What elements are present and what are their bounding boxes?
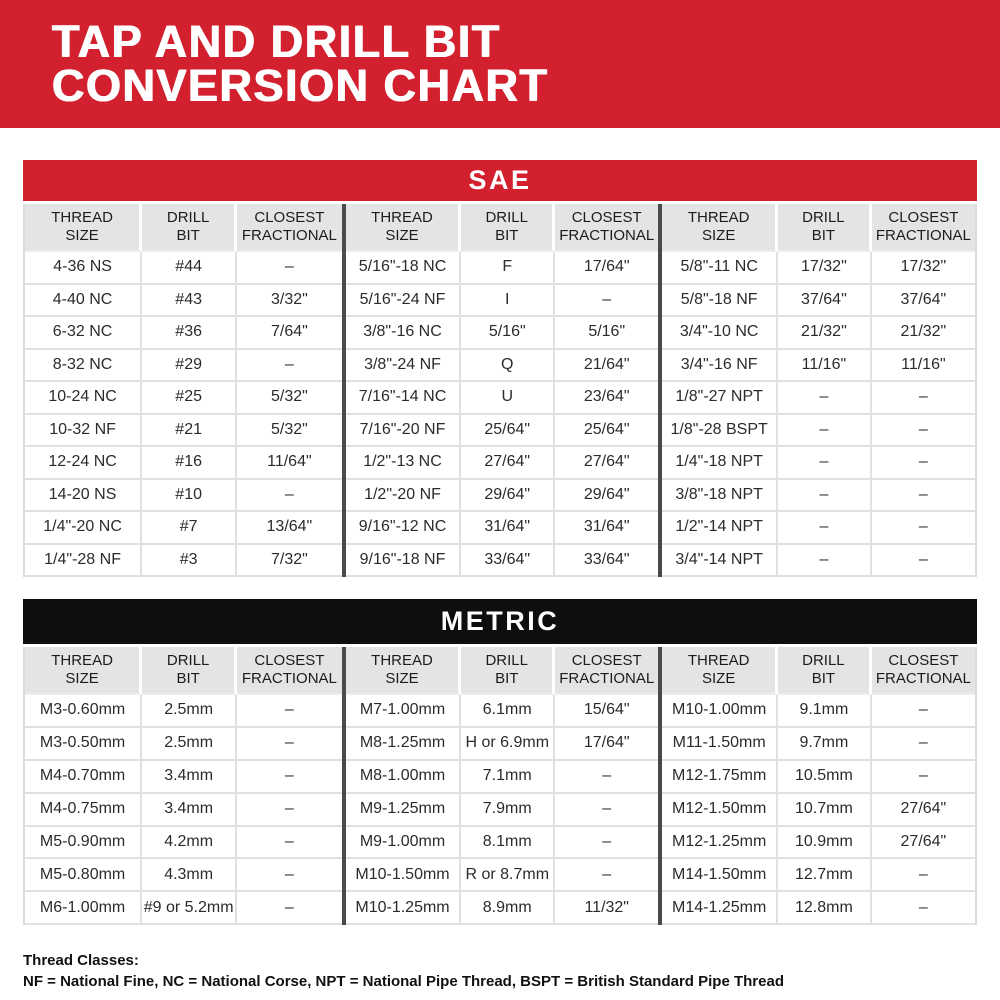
closest-fractional-cell: – [872,892,975,925]
column-header [346,204,462,252]
column-header-line: BIT [811,670,836,687]
thread-size-cell: 3/8"-18 NPT [662,480,778,513]
thread-size-cell: 5/16"-24 NF [346,285,462,318]
drill-bit-cell: 12.7mm [778,859,872,892]
drill-bit-cell: R or 8.7mm [461,859,555,892]
column-header [237,204,341,252]
thread-size-cell: 3/4"-14 NPT [662,545,778,578]
drill-bit-cell: 10.5mm [778,761,872,794]
thread-size-cell: 14-20 NS [25,480,142,513]
drill-bit-cell: #3 [142,545,237,578]
closest-fractional-cell: – [872,480,975,513]
drill-bit-cell: 31/64" [461,512,555,545]
thread-size-cell: M5-0.90mm [25,827,142,860]
thread-size-cell: 10-24 NC [25,382,142,415]
column-header-line: SIZE [701,670,736,687]
closest-fractional-cell: – [872,512,975,545]
thread-size-cell: 1/8"-27 NPT [662,382,778,415]
closest-fractional-cell: 11/32" [555,892,658,925]
title-banner [0,0,1000,128]
closest-fractional-cell: 17/32" [872,252,975,285]
metric-table-group-3 [658,647,975,925]
thread-size-cell: M12-1.50mm [662,794,778,827]
drill-bit-cell: F [461,252,555,285]
thread-size-cell: M5-0.80mm [25,859,142,892]
drill-bit-cell: 8.1mm [461,827,555,860]
sae-table-group-1 [25,204,342,577]
closest-fractional-cell: 11/64" [237,447,341,480]
closest-fractional-cell: – [237,827,341,860]
drill-bit-cell: I [461,285,555,318]
column-header-line: CLOSEST [254,652,325,670]
sae-table-group-3 [658,204,975,577]
closest-fractional-cell: 31/64" [555,512,658,545]
thread-size-cell: M12-1.75mm [662,761,778,794]
thread-size-cell: M14-1.25mm [662,892,778,925]
drill-bit-cell: 17/32" [778,252,872,285]
column-header [25,647,142,695]
column-header-line: BIT [811,227,836,244]
drill-bit-cell: – [778,480,872,513]
closest-fractional-cell: – [237,892,341,925]
column-header-line: FRACTIONAL [241,670,337,687]
drill-bit-cell: 4.3mm [142,859,237,892]
drill-bit-cell: 37/64" [778,285,872,318]
column-header [237,647,341,695]
column-header-line: THREAD [51,209,113,227]
thread-classes-heading: Thread Classes: [23,952,139,970]
column-header-line: CLOSEST [888,652,959,670]
closest-fractional-cell: – [872,545,975,578]
thread-size-cell: 4-40 NC [25,285,142,318]
thread-classes-note [0,925,1000,992]
column-header-line: FRACTIONAL [559,670,655,687]
column-header-line: CLOSEST [571,652,642,670]
closest-fractional-cell: – [237,761,341,794]
drill-bit-cell: 9.7mm [778,728,872,761]
column-header [142,647,237,695]
column-header-line: FRACTIONAL [241,227,337,244]
thread-size-cell: M8-1.00mm [346,761,462,794]
thread-size-cell: M10-1.00mm [662,695,778,728]
closest-fractional-cell: 5/16" [555,317,658,350]
column-header-line: DRILL [166,652,210,670]
column-header-line: THREAD [687,652,750,670]
closest-fractional-cell: 11/16" [872,350,975,383]
column-header-line: THREAD [51,652,113,670]
closest-fractional-cell: – [237,252,341,285]
column-header [662,647,778,695]
thread-size-cell: 8-32 NC [25,350,142,383]
drill-bit-cell: H or 6.9mm [461,728,555,761]
thread-size-cell: 3/4"-10 NC [662,317,778,350]
drill-bit-cell: 4.2mm [142,827,237,860]
column-header-line: DRILL [802,652,845,670]
closest-fractional-cell: – [237,695,341,728]
column-header-line: DRILL [485,652,528,670]
closest-fractional-cell: 27/64" [555,447,658,480]
thread-size-cell: M11-1.50mm [662,728,778,761]
closest-fractional-cell: 27/64" [872,794,975,827]
thread-size-cell: M9-1.00mm [346,827,462,860]
thread-size-cell: M7-1.00mm [346,695,462,728]
column-header-line: CLOSEST [571,209,642,227]
column-header-line: SIZE [385,227,419,244]
column-header-line: DRILL [485,209,528,227]
closest-fractional-cell: – [872,761,975,794]
column-header-line: THREAD [687,209,750,227]
closest-fractional-cell: – [872,447,975,480]
thread-size-cell: 5/16"-18 NC [346,252,462,285]
closest-fractional-cell: – [237,794,341,827]
chart-content [0,160,1000,925]
metric-table-group-1 [25,647,342,925]
drill-bit-cell: – [778,382,872,415]
closest-fractional-cell: – [872,859,975,892]
thread-size-cell: 5/8"-11 NC [662,252,778,285]
thread-size-cell: 1/4"-28 NF [25,545,142,578]
thread-size-cell: 6-32 NC [25,317,142,350]
closest-fractional-cell: 37/64" [872,285,975,318]
thread-size-cell: 3/8"-16 NC [346,317,462,350]
sae-table [23,204,977,577]
thread-size-cell: M4-0.75mm [25,794,142,827]
thread-size-cell: 3/8"-24 NF [346,350,462,383]
closest-fractional-cell: 25/64" [555,415,658,448]
thread-classes-legend: NF = National Fine, NC = National Corse, NPT = National Pipe Thread, BSPT = British Standard Pipe Thread [23,973,784,991]
drill-bit-cell: 6.1mm [461,695,555,728]
drill-bit-cell: #25 [142,382,237,415]
closest-fractional-cell: – [237,350,341,383]
closest-fractional-cell: 27/64" [872,827,975,860]
drill-bit-cell: 33/64" [461,545,555,578]
closest-fractional-cell: – [237,728,341,761]
thread-size-cell: M3-0.50mm [25,728,142,761]
drill-bit-cell: 2.5mm [142,728,237,761]
column-header-line: FRACTIONAL [559,227,655,244]
closest-fractional-cell: – [872,382,975,415]
thread-size-cell: M3-0.60mm [25,695,142,728]
closest-fractional-cell: – [555,285,658,318]
column-header-line: SIZE [65,227,99,244]
thread-size-cell: M9-1.25mm [346,794,462,827]
closest-fractional-cell: – [555,827,658,860]
column-header-line: BIT [176,227,200,244]
column-header-line: CLOSEST [254,209,325,227]
closest-fractional-cell: 17/64" [555,728,658,761]
drill-bit-cell: 29/64" [461,480,555,513]
drill-bit-cell: #21 [142,415,237,448]
column-header [25,204,142,252]
metric-table [23,647,977,925]
drill-bit-cell: – [778,415,872,448]
closest-fractional-cell: 5/32" [237,415,341,448]
drill-bit-cell: Q [461,350,555,383]
drill-bit-cell: 12.8mm [778,892,872,925]
thread-size-cell: 10-32 NF [25,415,142,448]
metric-section-band [23,599,977,644]
drill-bit-cell: 8.9mm [461,892,555,925]
column-header [461,204,555,252]
column-header [662,204,778,252]
drill-bit-cell: 10.9mm [778,827,872,860]
sae-table-group-2 [342,204,659,577]
closest-fractional-cell: – [237,480,341,513]
column-header [778,204,872,252]
thread-size-cell: 12-24 NC [25,447,142,480]
closest-fractional-cell: 23/64" [555,382,658,415]
drill-bit-cell: 7.9mm [461,794,555,827]
thread-size-cell: M12-1.25mm [662,827,778,860]
thread-size-cell: M10-1.25mm [346,892,462,925]
column-header-line: BIT [176,670,200,687]
closest-fractional-cell: 3/32" [237,285,341,318]
thread-size-cell: M4-0.70mm [25,761,142,794]
column-header-line: CLOSEST [888,209,959,227]
thread-size-cell: 1/2"-13 NC [346,447,462,480]
thread-size-cell: 7/16"-20 NF [346,415,462,448]
drill-bit-cell: #29 [142,350,237,383]
thread-size-cell: M10-1.50mm [346,859,462,892]
closest-fractional-cell: 21/32" [872,317,975,350]
thread-size-cell: 1/4"-20 NC [25,512,142,545]
closest-fractional-cell: – [555,794,658,827]
drill-bit-cell: – [778,545,872,578]
column-header [461,647,555,695]
closest-fractional-cell: 7/64" [237,317,341,350]
drill-bit-cell: #36 [142,317,237,350]
column-header [872,204,975,252]
column-header-line: DRILL [166,209,210,227]
drill-bit-cell: #16 [142,447,237,480]
column-header-line: FRACTIONAL [875,670,971,687]
thread-size-cell: 9/16"-18 NF [346,545,462,578]
column-header-line: SIZE [65,670,99,687]
drill-bit-cell: 3.4mm [142,761,237,794]
closest-fractional-cell: – [872,695,975,728]
drill-bit-cell: #9 or 5.2mm [142,892,237,925]
thread-size-cell: 3/4"-16 NF [662,350,778,383]
thread-size-cell: 7/16"-14 NC [346,382,462,415]
column-header [346,647,462,695]
column-header-line: FRACTIONAL [875,227,971,244]
page-title-line-1: TAP AND DRILL BIT [52,16,501,67]
column-header-line: SIZE [385,670,419,687]
thread-size-cell: 9/16"-12 NC [346,512,462,545]
closest-fractional-cell: 7/32" [237,545,341,578]
drill-bit-cell: 11/16" [778,350,872,383]
drill-bit-cell: U [461,382,555,415]
drill-bit-cell: #10 [142,480,237,513]
thread-size-cell: 1/8"-28 BSPT [662,415,778,448]
sae-section-label: SAE [468,165,532,195]
metric-table-group-2 [342,647,659,925]
closest-fractional-cell: – [555,761,658,794]
column-header-line: SIZE [701,227,736,244]
drill-bit-cell: 25/64" [461,415,555,448]
thread-size-cell: M14-1.50mm [662,859,778,892]
drill-bit-cell: 10.7mm [778,794,872,827]
drill-bit-cell: 3.4mm [142,794,237,827]
drill-bit-cell: #44 [142,252,237,285]
column-header-line: THREAD [371,652,433,670]
column-header-line: THREAD [371,209,433,227]
drill-bit-cell: 5/16" [461,317,555,350]
page-title-line-2: CONVERSION CHART [52,59,549,111]
closest-fractional-cell: – [237,859,341,892]
closest-fractional-cell: – [872,415,975,448]
closest-fractional-cell: 13/64" [237,512,341,545]
drill-bit-cell: 9.1mm [778,695,872,728]
column-header [555,647,658,695]
column-header [555,204,658,252]
drill-bit-cell: #43 [142,285,237,318]
drill-bit-cell: – [778,512,872,545]
drill-bit-cell: 21/32" [778,317,872,350]
sae-section-band [23,160,977,201]
drill-bit-cell: 2.5mm [142,695,237,728]
thread-size-cell: 4-36 NS [25,252,142,285]
closest-fractional-cell: 17/64" [555,252,658,285]
column-header [142,204,237,252]
closest-fractional-cell: 33/64" [555,545,658,578]
closest-fractional-cell: 15/64" [555,695,658,728]
closest-fractional-cell: – [555,859,658,892]
thread-size-cell: 1/2"-20 NF [346,480,462,513]
column-header-line: BIT [495,670,519,687]
closest-fractional-cell: 21/64" [555,350,658,383]
metric-section-label: METRIC [440,606,560,636]
column-header-line: DRILL [802,209,845,227]
thread-size-cell: 1/2"-14 NPT [662,512,778,545]
column-header-line: BIT [495,227,519,244]
thread-size-cell: M6-1.00mm [25,892,142,925]
drill-bit-cell: 7.1mm [461,761,555,794]
column-header [778,647,872,695]
thread-size-cell: 5/8"-18 NF [662,285,778,318]
closest-fractional-cell: 29/64" [555,480,658,513]
column-header [872,647,975,695]
drill-bit-cell: #7 [142,512,237,545]
thread-size-cell: M8-1.25mm [346,728,462,761]
closest-fractional-cell: – [872,728,975,761]
thread-size-cell: 1/4"-18 NPT [662,447,778,480]
drill-bit-cell: – [778,447,872,480]
closest-fractional-cell: 5/32" [237,382,341,415]
drill-bit-cell: 27/64" [461,447,555,480]
